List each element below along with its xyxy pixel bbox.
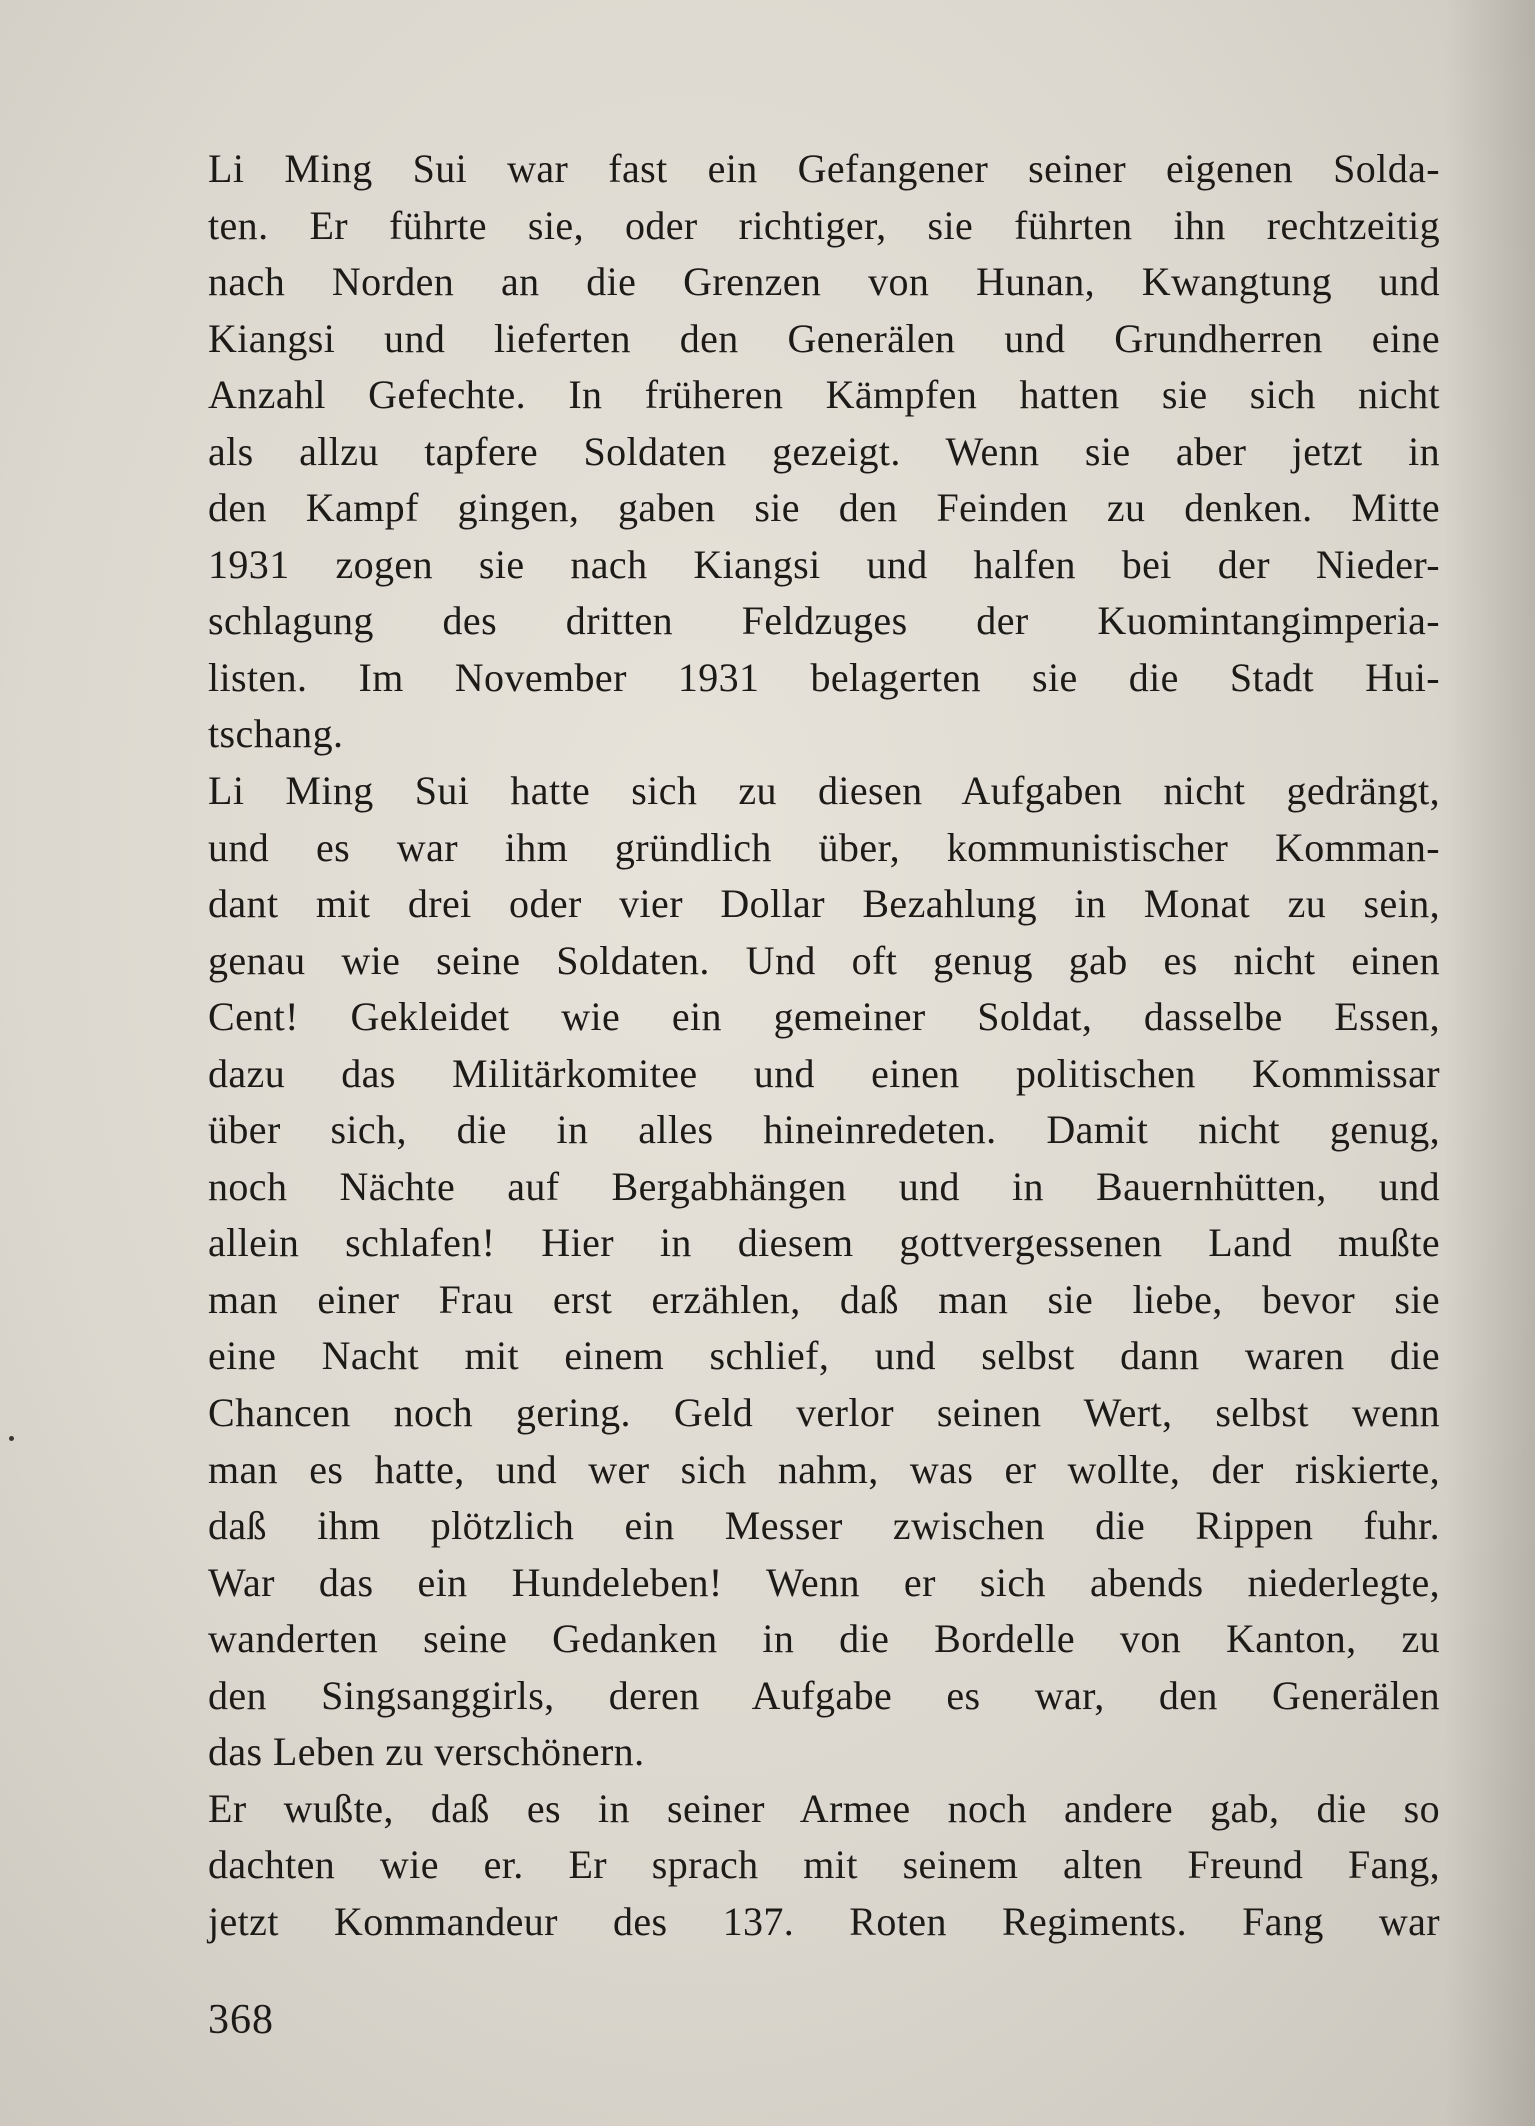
text-line: Li Ming Sui hatte sich zu diesen Aufgaben nicht gedrängt, — [208, 768, 1440, 814]
paragraph — [208, 1781, 1440, 1951]
text-line: genau wie seine Soldaten. Und oft genug gab es nicht einen — [208, 937, 1440, 983]
text-line: man einer Frau erst erzählen, daß man sie liebe, bevor sie — [208, 1276, 1440, 1322]
paragraph — [208, 763, 1440, 1781]
text-line: 1931 zogen sie nach Kiangsi und halfen bei der Nieder- — [208, 541, 1440, 587]
ink-speck — [9, 1436, 14, 1441]
text-line: allein schlafen! Hier in diesem gottvergessenen Land mußte — [208, 1220, 1440, 1266]
text-line: Cent! Gekleidet wie ein gemeiner Soldat, dasselbe Essen, — [208, 994, 1440, 1040]
text-line: eine Nacht mit einem schlief, und selbst dann waren die — [208, 1333, 1440, 1379]
text-line: Kiangsi und lieferten den Generälen und Grundherren eine — [208, 315, 1440, 361]
body-text — [208, 141, 1440, 1951]
text-line: dachten wie er. Er sprach mit seinem alten Freund Fang, — [208, 1842, 1440, 1888]
text-line: den Singsanggirls, deren Aufgabe es war, den Generälen — [208, 1672, 1440, 1718]
text-line: ten. Er führte sie, oder richtiger, sie führten ihn rechtzeitig — [208, 202, 1440, 248]
text-line: Anzahl Gefechte. In früheren Kämpfen hatten sie sich nicht — [208, 372, 1440, 418]
text-line: noch Nächte auf Bergabhängen und in Bauernhütten, und — [208, 1163, 1440, 1209]
text-line: nach Norden an die Grenzen von Hunan, Kwangtung und — [208, 259, 1440, 305]
text-line: daß ihm plötzlich ein Messer zwischen die Rippen fuhr. — [208, 1503, 1440, 1549]
text-line: dazu das Militärkomitee und einen politischen Kommissar — [208, 1050, 1440, 1096]
page-edge-shadow — [1445, 0, 1535, 2126]
text-line: man es hatte, und wer sich nahm, was er wollte, der riskierte, — [208, 1446, 1440, 1492]
text-line: jetzt Kommandeur des 137. Roten Regiments. Fang war — [208, 1898, 1440, 1944]
text-line: Er wußte, daß es in seiner Armee noch andere gab, die so — [208, 1785, 1440, 1831]
text-line: dant mit drei oder vier Dollar Bezahlung in Monat zu sein, — [208, 881, 1440, 927]
text-line: das Leben zu verschönern. — [208, 1729, 645, 1775]
text-line: Chancen noch gering. Geld verlor seinen Wert, selbst wenn — [208, 1390, 1440, 1436]
text-line: den Kampf gingen, gaben sie den Feinden zu denken. Mitte — [208, 485, 1440, 531]
text-line: wanderten seine Gedanken in die Bordelle von Kanton, zu — [208, 1616, 1440, 1662]
text-line: schlagung des dritten Feldzuges der Kuomintangimperia- — [208, 598, 1440, 644]
page-number: 368 — [208, 1997, 274, 2043]
text-line: über sich, die in alles hineinredeten. Damit nicht genug, — [208, 1107, 1440, 1153]
text-line: listen. Im November 1931 belagerten sie die Stadt Hui- — [208, 654, 1440, 700]
text-line: War das ein Hundeleben! Wenn er sich abends niederlegte, — [208, 1559, 1440, 1605]
text-line: als allzu tapfere Soldaten gezeigt. Wenn sie aber jetzt in — [208, 428, 1440, 474]
paragraph — [208, 141, 1440, 763]
text-line: tschang. — [208, 711, 344, 757]
text-line: und es war ihm gründlich über, kommunistischer Komman- — [208, 824, 1440, 870]
text-line: Li Ming Sui war fast ein Gefangener seiner eigenen Solda- — [208, 146, 1440, 191]
